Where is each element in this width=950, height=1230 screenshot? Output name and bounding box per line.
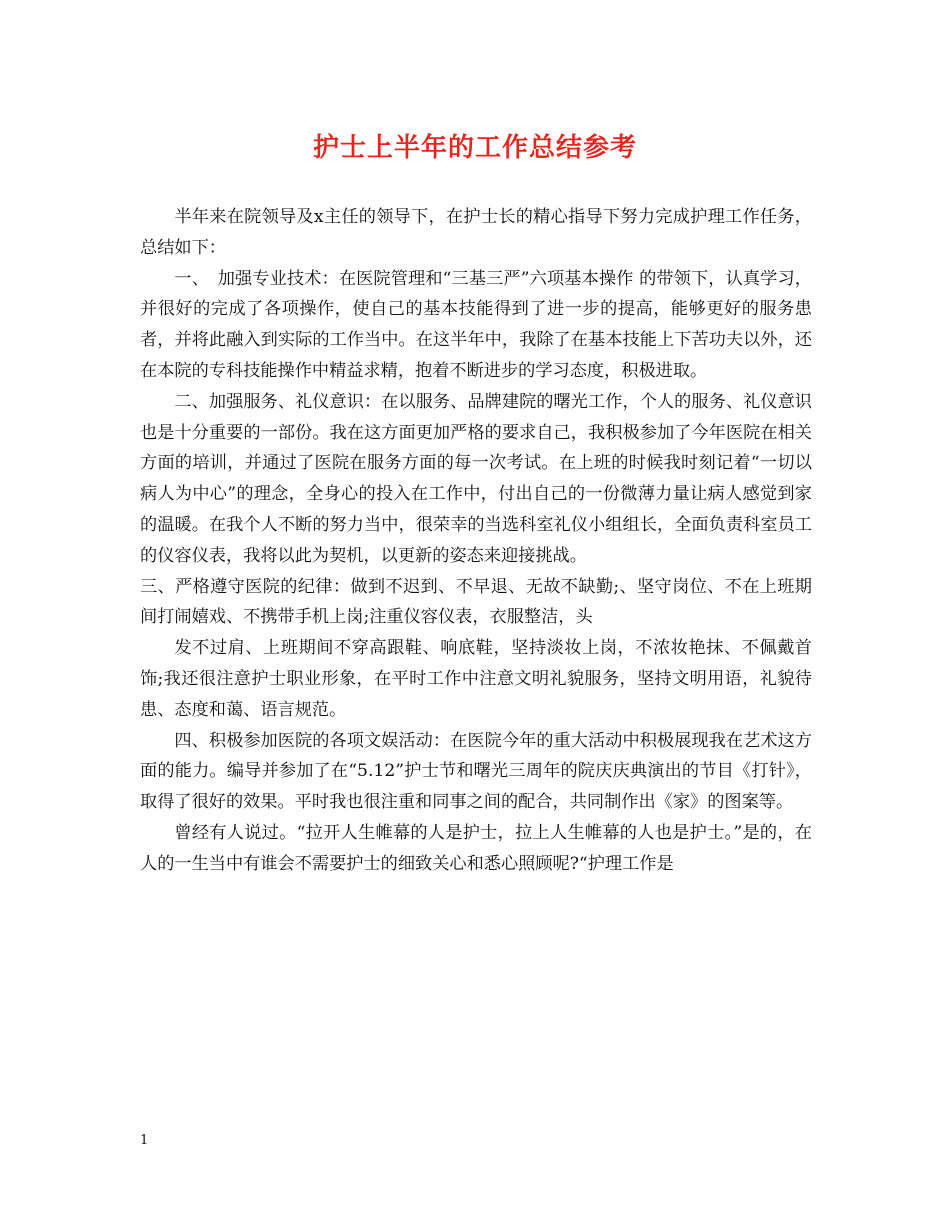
section-four-paragraph: 四、积极参加医院的各项文娱活动：在医院今年的重大活动中积极展现我在艺术这方面的能力。编导并参加了在“5.12”护士节和曙光三周年的院庆庆典演出的节目《打针》，取得了很好的效果。平时我也很注重和同事之间的配合，共同制作出《家》的图案等。 <box>140 730 812 813</box>
document-body <box>140 202 812 880</box>
section-two-paragraph: 二、加强服务、礼仪意识：在以服务、品牌建院的曙光工作，个人的服务、礼仪意识也是十分重要的一部份。我在这方面更加严格的要求自己，我积极参加了今年医院在相关方面的培训，并通过了医院在服务方面的每一次考试。在上班的时候我时刻记着“一切以病人为中心”的理念，全身心的投入在工作中，付出自己的一份微薄力量让病人感觉到家的温暖。在我个人不断的努力当中，很荣幸的当选科室礼仪小组组长，全面负责科室员工的仪容仪表，我将以此为契机，以更新的姿态来迎接挑战。 <box>140 391 812 566</box>
section-one-paragraph: 一、 加强专业技术：在医院管理和“三基三严”六项基本操作 的带领下，认真学习，并很好的完成了各项操作，使自己的基本技能得到了进一步的提高，能够更好的服务患者，并将此融入到实际的工作当中。在这半年中，我除了在基本技能上下苦功夫以外，还在本院的专科技能操作中精益求精，抱着不断进步的学习态度，积极进取。 <box>140 268 812 381</box>
document-title: 护士上半年的工作总结参考 <box>312 133 637 163</box>
section-three-paragraph-start: 三、严格遵守医院的纪律：做到不迟到、不早退、无故不缺勤;、坚守岗位、不在上班期间打闹嬉戏、不携带手机上岗;注重仪容仪表，衣服整洁，头 <box>140 576 812 628</box>
intro-paragraph: 半年来在院领导及x主任的领导下，在护士长的精心指导下努力完成护理工作任务，总结如下： <box>140 207 812 258</box>
section-three-paragraph-continued: 发不过肩、上班期间不穿高跟鞋、响底鞋，坚持淡妆上岗，不浓妆艳抹、不佩戴首饰;我还很注意护士职业形象，在平时工作中注意文明礼貌服务，坚持文明用语，礼貌待患、态度和蔼、语言规范。 <box>140 638 812 720</box>
page-number: 1 <box>140 1133 149 1148</box>
closing-paragraph: 曾经有人说过。“拉开人生帷幕的人是护士，拉上人生帷幕的人也是护士。”是的，在人的一生当中有谁会不需要护士的细致关心和悉心照顾呢?“护理工作是 <box>140 822 812 874</box>
